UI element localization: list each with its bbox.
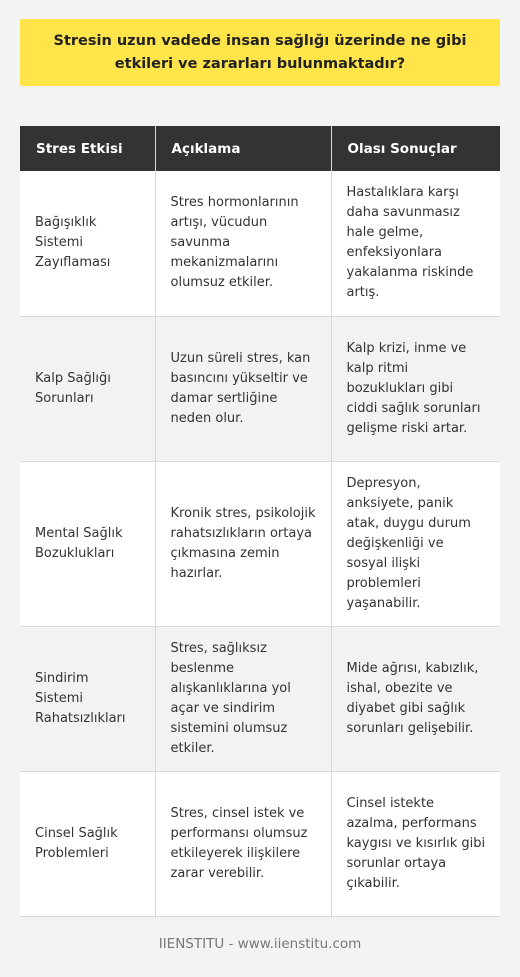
cell-effect: Kalp Sağlığı Sorunları [20, 316, 155, 461]
cell-description: Kronik stres, psikolojik rahatsızlıkların ortaya çıkmasına zemin hazırlar. [155, 461, 331, 626]
title-banner [20, 19, 500, 86]
cell-results: Depresyon, anksiyete, panik atak, duygu durum değişkenliği ve sosyal ilişki problemleri yaşanabilir. [331, 461, 500, 626]
cell-effect: Cinsel Sağlık Problemleri [20, 771, 155, 916]
footer-credit: IIENSTITU - www.iienstitu.com [158, 936, 362, 952]
cell-results: Cinsel istekte azalma, performans kaygısı ve kısırlık gibi sorunlar ortaya çıkabilir. [331, 771, 500, 916]
table-row [20, 461, 500, 626]
table-row [20, 316, 500, 461]
cell-description: Stres hormonlarının artışı, vücudun savunma mekanizmalarını olumsuz etkiler. [155, 171, 331, 316]
cell-description: Stres, cinsel istek ve performansı olumsuz etkileyerek ilişkilere zarar verebilir. [155, 771, 331, 916]
cell-description: Stres, sağlıksız beslenme alışkanlıklarına yol açar ve sindirim sistemini olumsuz etkiler. [155, 626, 331, 771]
cell-results: Kalp krizi, inme ve kalp ritmi bozuklukları gibi ciddi sağlık sorunları gelişme riski artar. [331, 316, 500, 461]
header-possible-results: Olası Sonuçlar [331, 126, 500, 171]
table-row [20, 171, 500, 316]
table-row [20, 626, 500, 771]
page-title: Stresin uzun vadede insan sağlığı üzerinde ne gibi etkileri ve zararları bulunmaktadır? [53, 32, 467, 72]
table-row [20, 771, 500, 916]
header-description: Açıklama [155, 126, 331, 171]
cell-description: Uzun süreli stres, kan basıncını yükseltir ve damar sertliğine neden olur. [155, 316, 331, 461]
stress-effects-table [20, 126, 500, 917]
cell-results: Hastalıklara karşı daha savunmasız hale gelme, enfeksiyonlara yakalanma riskinde artış. [331, 171, 500, 316]
table-header-row [20, 126, 500, 171]
cell-effect: Mental Sağlık Bozuklukları [20, 461, 155, 626]
cell-effect: Sindirim Sistemi Rahatsızlıkları [20, 626, 155, 771]
header-stress-effect: Stres Etkisi [20, 126, 155, 171]
cell-results: Mide ağrısı, kabızlık, ishal, obezite ve diyabet gibi sağlık sorunları gelişebilir. [331, 626, 500, 771]
cell-effect: Bağışıklık Sistemi Zayıflaması [20, 171, 155, 316]
